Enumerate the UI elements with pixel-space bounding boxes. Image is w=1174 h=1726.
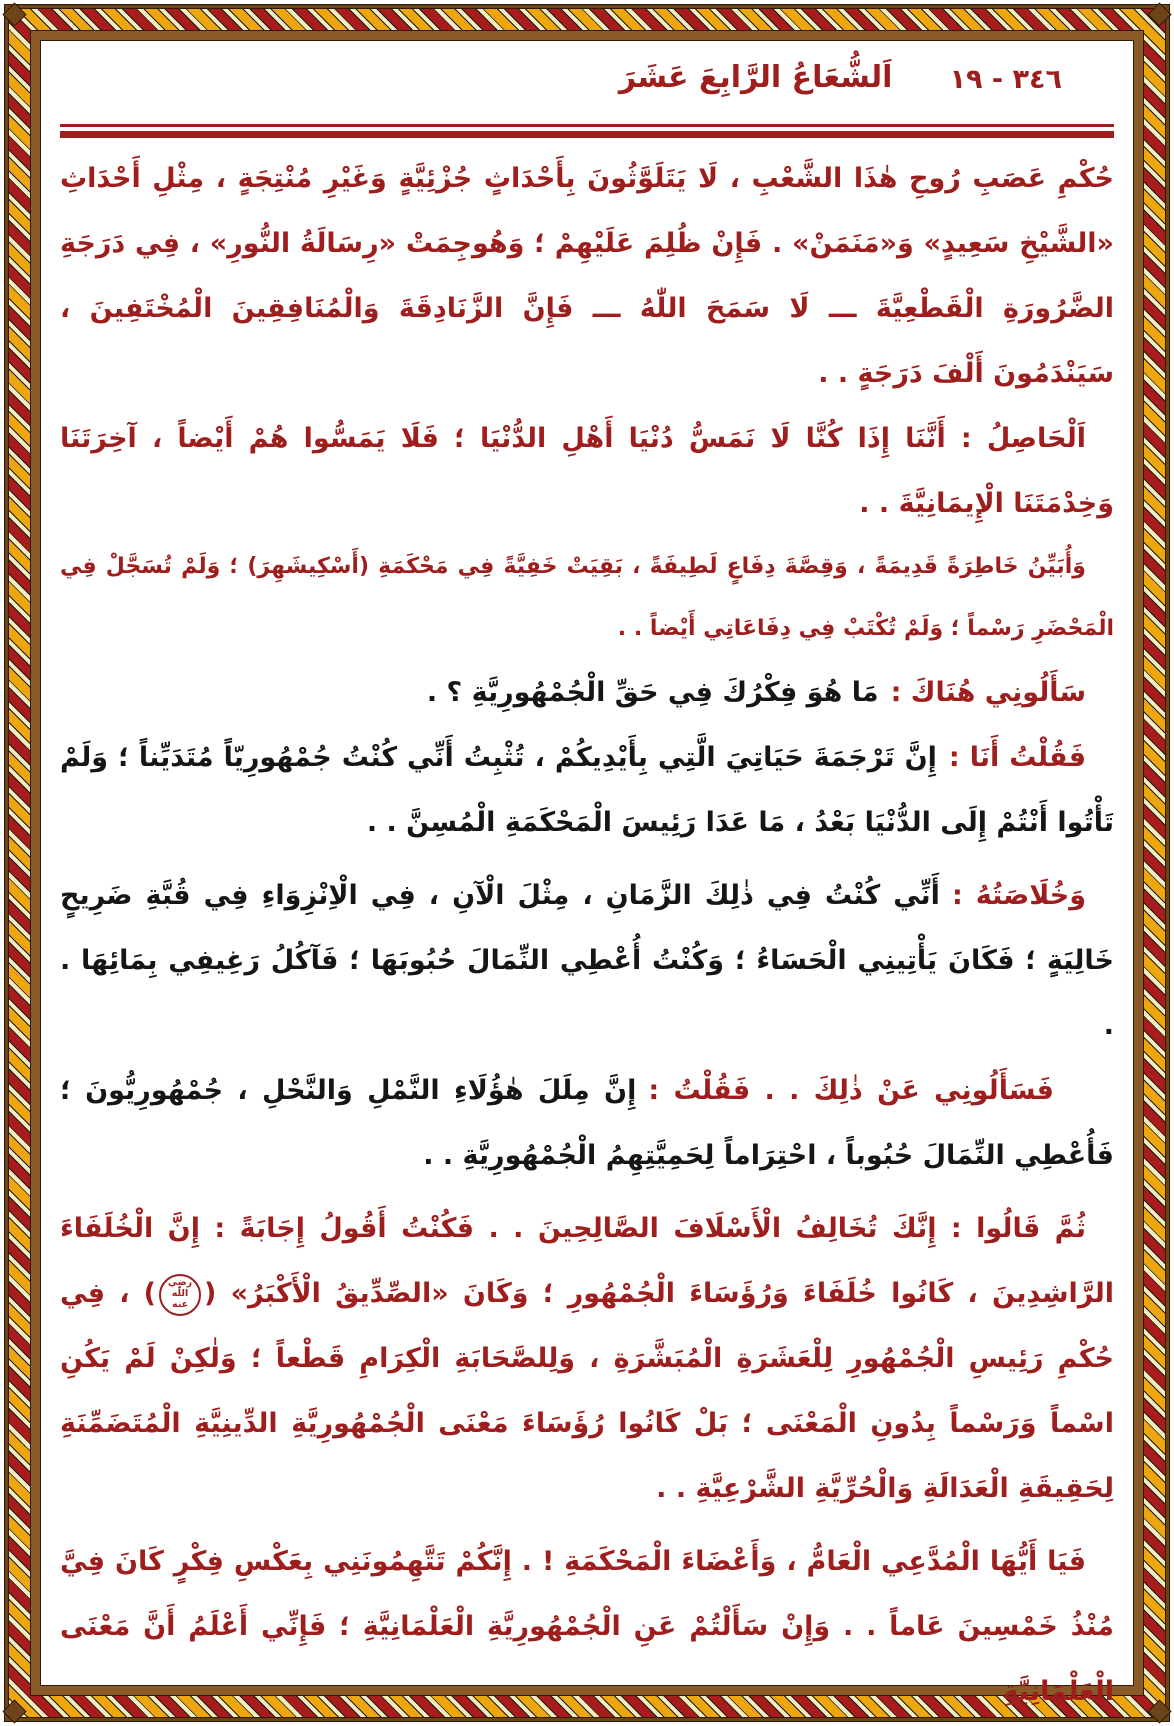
divider-thick-rule — [60, 131, 1114, 138]
corner-ornament — [2, 1699, 26, 1723]
page-body — [60, 146, 1114, 1724]
paragraph-1: حُكْمِ عَصَبِ رُوحِ هٰذَا الشَّعْبِ ، لَا يَتَلَوَّثُونَ بِأَحْدَاثٍ جُزْئِيَّةٍ وَغَيْرِ مُنْتِجَةٍ ، مِثْلِ أَحْدَاثِ «الشَّيْخِ سَعِيدٍ» وَ«مَنَمَنْ» . فَإِنْ ظُلِمَ عَلَيْهِمْ ؛ وَهُوجِمَتْ «رِسَالَةُ النُّورِ» ، فِي دَرَجَةِ الضَّرُورَةِ الْقَطْعِيَّةَ ـــ لَا سَمَحَ اللّٰهُ ـــ فَإِنَّ الزَّنَادِقَةَ وَالْمُنَافِقِينَ الْمُخْتَفِينَ ، سَيَنْدَمُونَ أَلْفَ دَرَجَةٍ . . — [60, 163, 1114, 389]
paragraph-lead: وَخُلَاصَتُهُ : — [951, 880, 1086, 911]
paragraph-body-text: مَا هُوَ فِكْرُكَ فِي حَقِّ الْجُمْهُورِيَّةِ ؟ . — [426, 677, 879, 708]
paragraph-9: فَيَا أَيُّهَا الْمُدَّعِي الْعَامُّ ، وَأَعْضَاءَ الْمَحْكَمَةِ ! . إِنَّكُمْ تَتَّهِمُونَنِي بِعَكْسِ فِكْرٍ كَانَ فِيَّ مُنْذُ خَمْسِينَ عَاماً . . وَإِنْ سَأَلْتُمْ عَنِ الْجُمْهُورِيَّةِ الْعَلْمَانِيَّةِ ؛ فَإِنِّي أَعْلَمُ أَنَّ مَعْنَى الْعَلْمَانِيَّةِ — [60, 1546, 1114, 1707]
paragraph-3: وَأُبَيِّنُ خَاطِرَةً قَدِيمَةً ، وَقِصَّةَ دِفَاعٍ لَطِيفَةً ، بَقِيَتْ خَفِيَّةً فِي مَحْكَمَةِ (أَسْكِيشَهِرَ) ؛ وَلَمْ تُسَجَّلْ فِي الْمَحْضَرِ رَسْماً ؛ وَلَمْ تُكْتَبْ فِي دِفَاعَاتِي أَيْضاً . . — [60, 554, 1114, 641]
paragraph-lead: فَسَأَلُونِي عَنْ ذٰلِكَ . . فَقُلْتُ : — [648, 1075, 1054, 1106]
divider-thin-rule — [60, 124, 1114, 127]
corner-ornament — [2, 2, 26, 26]
paragraph-7 — [60, 1058, 1114, 1188]
paragraph-2: اَلْحَاصِلُ : أَنَّنَا إِذَا كُنَّا لَا نَمَسُّ دُنْيَا أَهْلِ الدُّنْيَا ؛ فَلَا يَمَسُّوا هُمْ أَيْضاً ، آخِرَتَنَا وَخِدْمَتَنَا الْإِيمَانِيَّةَ . . — [60, 423, 1114, 519]
page-title: اَلشُّعَاعُ الرَّابِعَ عَشَرَ — [618, 60, 893, 95]
page-number: ٣٤٦ - ١٩ — [949, 64, 1062, 95]
paragraph-body-text: أَنِّي كُنْتُ فِي ذٰلِكَ الزَّمَانِ ، مِثْلَ الْآنِ ، فِي الْاِنْزِوَاءِ فِي قُبَّةِ ضَرِيحٍ خَالِيَةٍ ؛ فَكَانَ يَأْتِينِي الْحَسَاءُ ؛ وَكُنْتُ أُعْطِي النِّمَالَ حُبُوبَهَا ؛ فَآكُلُ رَغِيفِي بِمَائِهَا . . — [60, 880, 1114, 1041]
corner-ornament — [1147, 2, 1171, 26]
page-content — [60, 48, 1114, 1707]
paragraph-6 — [60, 863, 1114, 1058]
corner-ornament — [1147, 1699, 1171, 1723]
paragraph-4 — [60, 660, 1114, 725]
paragraph-body-text: ) ، فِي حُكْمِ رَئِيسِ الْجُمْهُورِ لِلْعَشَرَةِ الْمُبَشَّرَةِ ، وَلِلصَّحَابَةِ الْكِرَامِ قَطْعاً ؛ وَلٰكِنْ لَمْ يَكُنِ اسْماً وَرَسْماً بِدُونِ الْمَعْنَى ؛ بَلْ كَانُوا رُؤَسَاءَ مَعْنَى الْجُمْهُورِيَّةِ الدِّينِيَّةِ الْمُتَضَمِّنَةِ لِحَقِيقَةِ الْعَدَالَةِ وَالْحُرِّيَّةِ الشَّرْعِيَّةِ . . — [60, 1278, 1114, 1504]
paragraph-lead: سَأَلُونِي هُنَاكَ : — [890, 677, 1086, 708]
paragraph-body-text: إِنَّ مِلَلَ هٰؤُلَاءِ النَّمْلِ وَالنَّحْلِ ، جُمْهُورِيُّونَ ؛ فَأُعْطِي النِّمَالَ حُبُوباً ، احْتِرَاماً لِحَمِيَّتِهِمُ الْجُمْهُورِيَّةِ . . — [60, 1075, 1114, 1171]
radi-allahu-anhu-seal: رضي اللّٰه عنه — [159, 1274, 201, 1316]
paragraph-5 — [60, 725, 1114, 855]
paragraph-lead: فَقُلْتُ أَنَا : — [948, 742, 1087, 773]
paragraph-body-text: إِنَّ تَرْجَمَةَ حَيَاتِيَ الَّتِي بِأَيْدِيكُمْ ، تُثْبِتُ أَنِّي كُنْتُ جُمْهُورِيّاً مُتَدَيِّناً ؛ وَلَمْ تَأْتُوا أَنْتُمْ إِلَى الدُّنْيَا بَعْدُ ، مَا عَدَا رَئِيسَ الْمَحْكَمَةِ الْمُسِنَّ . . — [60, 742, 1114, 838]
paragraph-body-text: ثُمَّ قَالُوا : إِنَّكَ تُخَالِفُ الْأَسْلَافَ الصَّالِحِينَ . . فَكُنْتُ أَقُولُ إِجَابَةً : إِنَّ الْخُلَفَاءَ الرَّاشِدِينَ ، كَانُوا خُلَفَاءَ وَرُؤَسَاءَ الْجُمْهُورِ ؛ وَكَانَ «الصِّدِّيقُ الْأَكْبَرُ» ( — [60, 1213, 1114, 1309]
paragraph-8 — [60, 1196, 1114, 1521]
page-header — [60, 48, 1114, 112]
header-divider — [60, 124, 1114, 138]
